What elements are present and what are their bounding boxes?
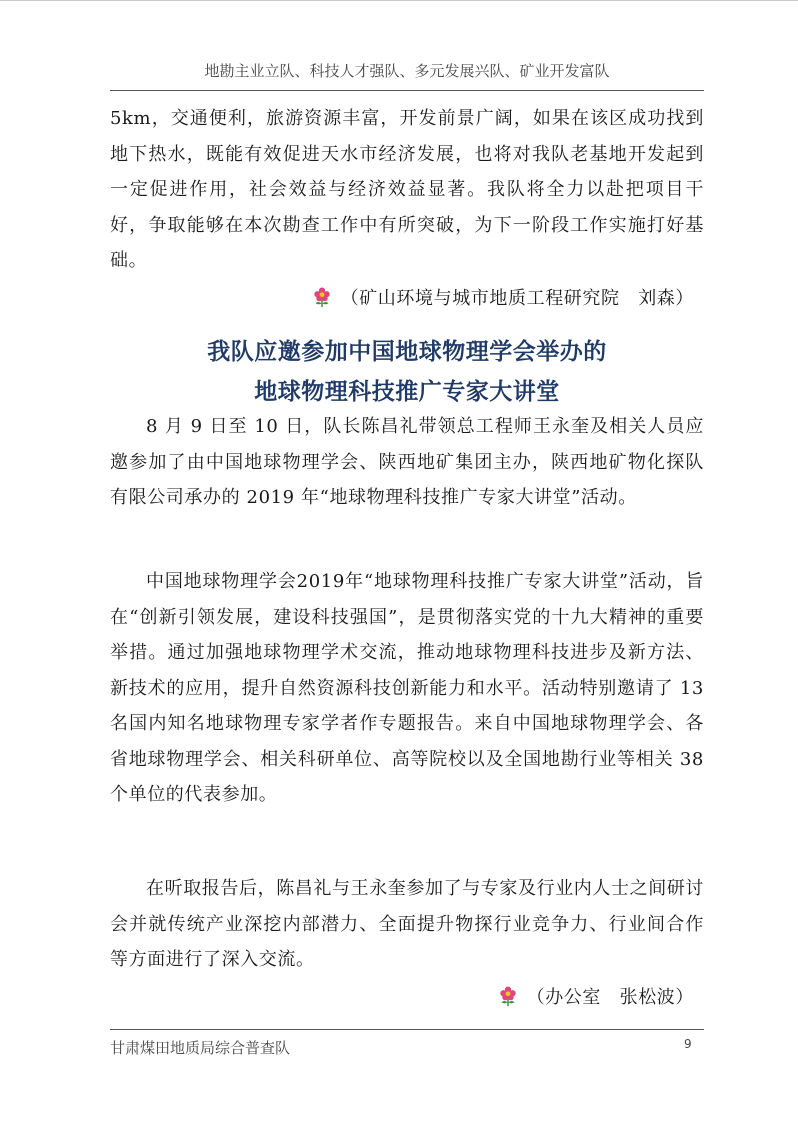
article2-title-line2: 地球物理科技推广专家大讲堂 xyxy=(254,379,560,405)
article2-paragraph-2: 中国地球物理学会2019年“地球物理科技推广专家大讲堂”活动，旨在“创新引领发展，建设科技强国”，是贯彻落实党的十九大精神的重要举措。通过加强地球物理学术交流，推动地球物理科技进步及新方法、新技术的应用，提升自然资源科技创新能力和水平。活动特别邀请了 13 名国内知名地球物理专家学者作专题报告。来自中国地球物理学会、各省地球物理学会、相关科研单位、高等院校以及全国地勘行业等相关 38 个单位的代表参加。 xyxy=(110,571,704,805)
article1-signature xyxy=(311,284,694,310)
article1-signature-text: （矿山环境与城市地质工程研究院 刘森） xyxy=(340,288,694,309)
footer-organization: 甘肃煤田地质局综合普查队 xyxy=(110,1039,291,1057)
page-top-border xyxy=(0,0,798,4)
flower-icon xyxy=(311,286,333,308)
article2-signature xyxy=(497,983,694,1009)
footer-divider xyxy=(110,1029,704,1030)
article2-signature-text: （办公室 张松波） xyxy=(526,987,694,1008)
page-number: 9 xyxy=(684,1037,692,1051)
article1-paragraph: 5km，交通便利，旅游资源丰富，开发前景广阔，如果在该区成功找到地下热水，既能有效促进天水市经济发展，也将对我队老基地开发起到一定促进作用，社会效益与经济效益显著。我队将全力以赴把项目干好，争取能够在本次勘查工作中有所突破，为下一阶段工作实施打好基础。 xyxy=(110,108,704,271)
header-divider xyxy=(110,90,704,91)
article2-paragraph-3: 在听取报告后，陈昌礼与王永奎参加了与专家及行业内人士之间研讨会并就传统产业深挖内部潜力、全面提升物探行业竞争力、行业间合作等方面进行了深入交流。 xyxy=(110,878,704,970)
article2-paragraph-1: 8 月 9 日至 10 日，队长陈昌礼带领总工程师王永奎及相关人员应邀参加了由中国地球物理学会、陕西地矿集团主办，陕西地矿物化探队有限公司承办的 2019 年“地球物理科技推广专家大讲堂”活动。 xyxy=(110,416,704,508)
article2-title-line1: 我队应邀参加中国地球物理学会举办的 xyxy=(207,339,607,365)
page-header-slogan: 地勘主业立队、科技人才强队、多元发展兴队、矿业开发富队 xyxy=(204,62,610,80)
flower-icon xyxy=(497,985,519,1007)
